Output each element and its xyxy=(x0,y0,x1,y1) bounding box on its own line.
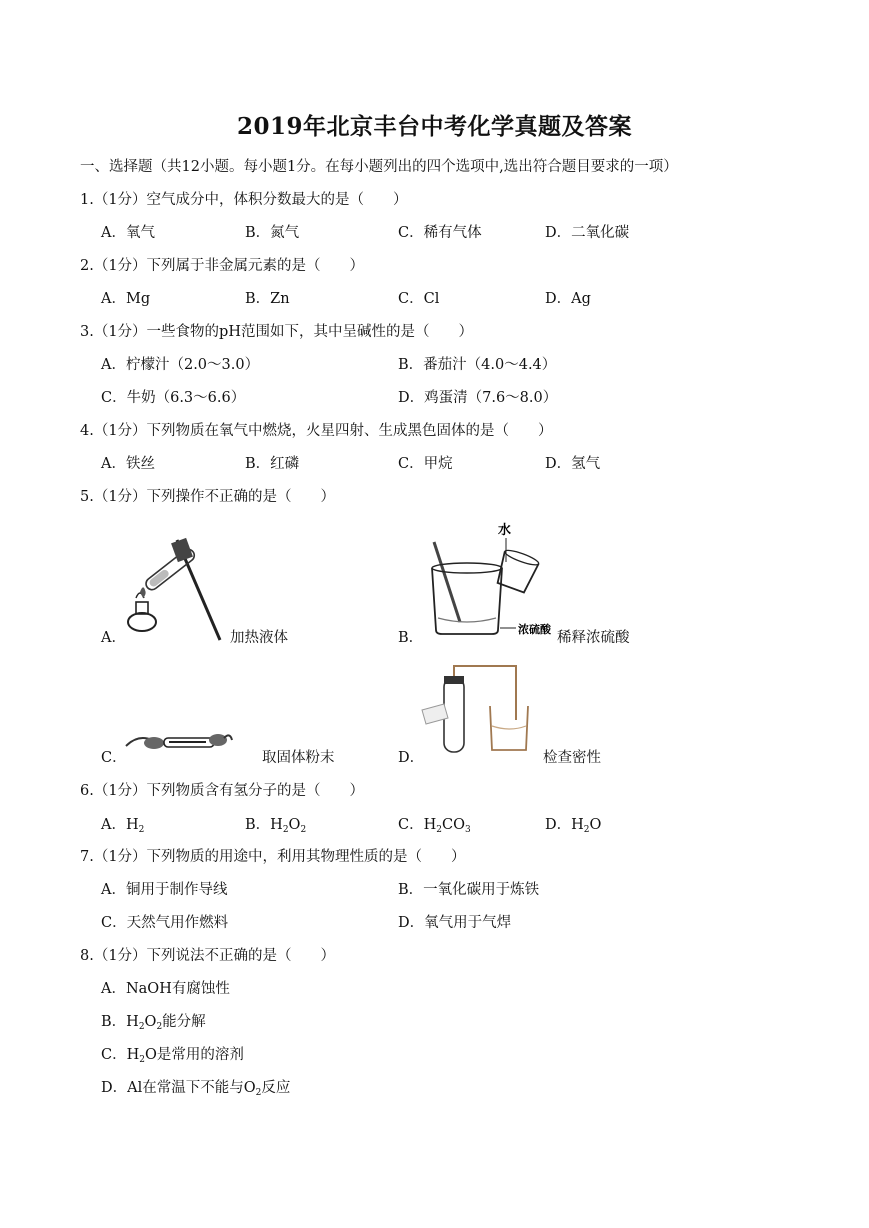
question-7-stem: 7.（1分）下列物质的用途中，利用其物理性质的是（ ） xyxy=(80,849,466,865)
q2-option-a: A．Mg xyxy=(101,291,151,307)
q8-option-a: A．NaOH有腐蚀性 xyxy=(101,981,230,997)
figure-airtightness xyxy=(420,660,530,756)
q7-option-d: D．氧气用于气焊 xyxy=(398,915,512,931)
question-1-stem: 1.（1分）空气成分中，体积分数最大的是（ ） xyxy=(80,192,408,208)
water-label: 水 xyxy=(498,523,512,538)
q2-option-d: D．Ag xyxy=(545,291,591,307)
figure-solid-powder xyxy=(124,726,234,756)
q2-option-c: C．Cl xyxy=(398,291,440,307)
q3-option-c: C．牛奶（6.3～6.6） xyxy=(101,390,246,406)
q5-option-a-letter: A． xyxy=(101,630,126,646)
section-header: 一、选择题（共12小题。每小题1分。在每小题列出的四个选项中,选出符合题目要求的一项） xyxy=(80,159,678,175)
question-6-stem: 6.（1分）下列物质含有氢分子的是（ ） xyxy=(80,783,365,799)
q6-option-d: D．$H_2O$ xyxy=(545,817,602,835)
q8-option-b: B．$H_2O_2$能分解 xyxy=(101,1014,206,1032)
q1-option-b: B．氮气 xyxy=(245,225,300,241)
q5-option-b-letter: B． xyxy=(398,630,424,646)
question-3-stem: 3.（1分）一些食物的pH范围如下，其中呈碱性的是（ ） xyxy=(80,324,473,340)
page-title: 2019年北京丰台中考化学真题及答案 xyxy=(236,113,632,140)
q4-option-a: A．铁丝 xyxy=(101,456,155,472)
question-2-stem: 2.（1分）下列属于非金属元素的是（ ） xyxy=(80,258,365,274)
q5-option-c-caption: 取固体粉末 xyxy=(262,750,335,766)
q1-option-a: A．氧气 xyxy=(101,225,155,241)
figure-heating-liquid xyxy=(122,532,222,642)
q5-option-d-letter: D． xyxy=(398,750,425,766)
question-4-stem: 4.（1分）下列物质在氧气中燃烧，火星四射、生成黑色固体的是（ ） xyxy=(80,423,553,439)
question-5-stem: 5.（1分）下列操作不正确的是（ ） xyxy=(80,489,336,505)
q5-option-b-caption: 稀释浓硫酸 xyxy=(557,630,630,646)
q7-option-b: B．一氧化碳用于炼铁 xyxy=(398,882,540,898)
q7-option-c: C．天然气用作燃料 xyxy=(101,915,229,931)
q6-option-b: B．$H_2O_2$ xyxy=(245,817,307,835)
q3-option-b: B．番茄汁（4.0～4.4） xyxy=(398,357,557,373)
q8-option-d: D．Al在常温下不能与$O_2$反应 xyxy=(101,1080,291,1098)
q4-option-b: B．红磷 xyxy=(245,456,300,472)
q4-option-c: C．甲烷 xyxy=(398,456,453,472)
figure-dilute-acid xyxy=(420,518,560,646)
q2-option-b: B．Zn xyxy=(245,291,290,307)
acid-label: 浓硫酸 xyxy=(518,623,551,636)
q1-option-d: D．二氧化碳 xyxy=(545,225,630,241)
q3-option-d: D．鸡蛋清（7.6～8.0） xyxy=(398,390,558,406)
q5-option-c-letter: C． xyxy=(101,750,127,766)
q6-option-a: A．$H_2$ xyxy=(101,817,145,835)
q7-option-a: A．铜用于制作导线 xyxy=(101,882,228,898)
q1-option-c: C．稀有气体 xyxy=(398,225,482,241)
question-8-stem: 8.（1分）下列说法不正确的是（ ） xyxy=(80,948,336,964)
q3-option-a: A．柠檬汁（2.0～3.0） xyxy=(101,357,260,373)
q6-option-c: C．$H_2CO_3$ xyxy=(398,817,471,835)
q8-option-c: C．$H_2O$是常用的溶剂 xyxy=(101,1047,244,1065)
q4-option-d: D．氢气 xyxy=(545,456,601,472)
q5-option-a-caption: 加热液体 xyxy=(230,630,288,646)
q5-option-d-caption: 检查密性 xyxy=(543,750,601,766)
